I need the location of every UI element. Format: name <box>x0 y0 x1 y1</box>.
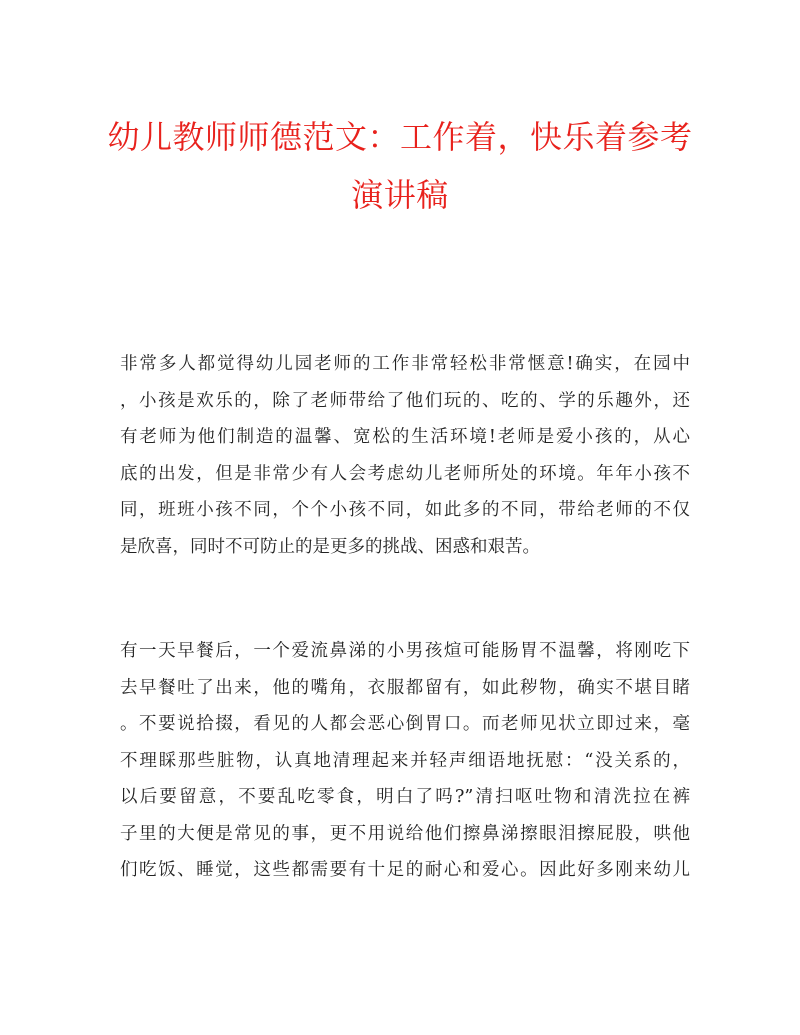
text-line: 子里的大便是常见的事，更不用说给他们擦鼻涕擦眼泪擦屁股，哄他 <box>120 823 690 844</box>
text-line: 不理睬那些脏物，认真地清理起来并轻声细语地抚慰：“没关系的， <box>120 750 690 771</box>
text-line: 非常多人都觉得幼儿园老师的工作非常轻松非常惬意!确实，在园中 <box>120 354 690 374</box>
title-line: 演讲稿 <box>351 176 449 214</box>
title-line: 幼儿教师师德范文：工作着，快乐着参考 <box>107 118 693 156</box>
body-paragraph <box>120 346 690 565</box>
text-line: ，小孩是欢乐的，除了老师带给了他们玩的、吃的、学的乐趣外，还 <box>120 390 690 411</box>
text-line: 同，班班小孩不同，个个小孩不同，如此多的不同，带给老师的不仅 <box>120 500 690 520</box>
text-line: 以后要留意，不要乱吃零食，明白了吗?”清扫呕吐物和清洗拉在裤 <box>120 787 690 807</box>
body-paragraph <box>120 633 690 889</box>
text-line: 有一天早餐后，一个爱流鼻涕的小男孩煊可能肠胃不温馨，将刚吃下 <box>120 641 690 661</box>
document-title <box>100 108 700 224</box>
text-line: 们吃饭、睡觉，这些都需要有十足的耐心和爱心。因此好多刚来幼儿 <box>120 860 690 880</box>
text-line: 是欣喜，同时不可防止的是更多的挑战、困惑和艰苦。 <box>120 536 540 557</box>
text-line: 去早餐吐了出来，他的嘴角，衣服都留有，如此秽物，确实不堪目睹 <box>120 677 690 698</box>
text-line: 。不要说拾掇，看见的人都会恶心倒胃口。而老师见状立即过来，毫 <box>120 714 690 734</box>
text-line: 有老师为他们制造的温馨、宽松的生活环境!老师是爱小孩的，从心 <box>120 427 690 447</box>
text-line: 底的出发，但是非常少有人会考虑幼儿老师所处的环境。年年小孩不 <box>120 463 690 484</box>
